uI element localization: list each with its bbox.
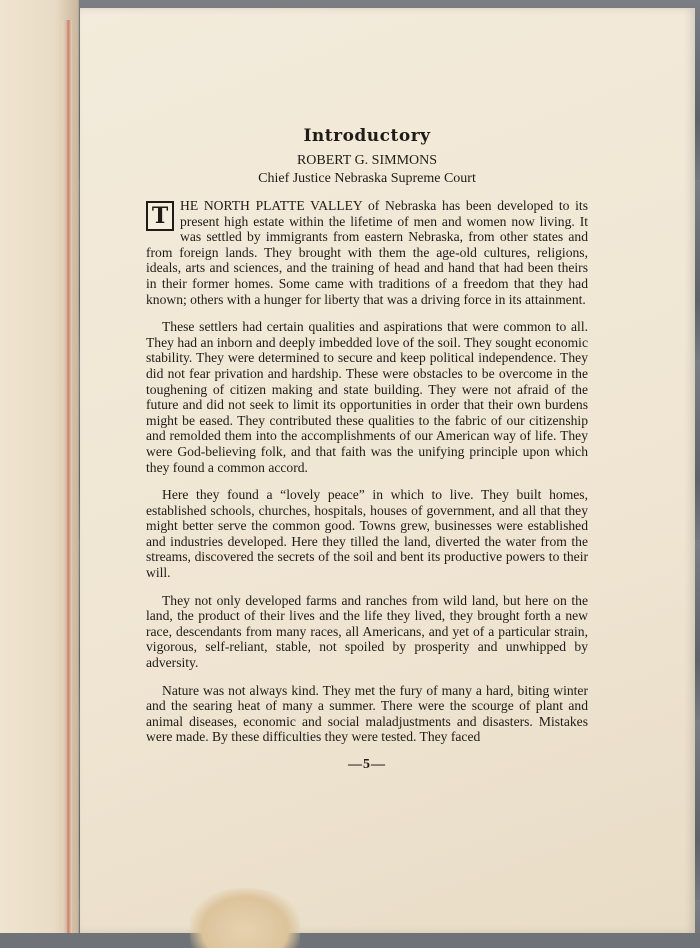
- book-spine-edge: [62, 20, 72, 933]
- paragraph-3: Here they found a “lovely peace” in which to live. They built homes, established schools, churches, hospitals, houses of government, and all that they might better serve the common good. Towns grew, businesses were established and industries developed. Here they tilled the land, diverted the water from the streams, discovered the secrets of the soil and bent its productive powers to their will.: [146, 487, 588, 581]
- paragraph-2: These settlers had certain qualities and aspirations that were common to all. They had an inborn and deeply imbedded love of the soil. They sought economic stability. They were determined to secure and keep political independence. They did not fear privation and hardship. These were obstacles to be overcome in the toughening of citizen making and state building. They were not afraid of the future and did not seek to limit its opportunities in order that their own burdens might be eased. They contributed these qualities to the fabric of our citizenship and remolded them into the accomplishments of our American way of life. They were God-believing folk, and that faith was the unifying principle upon which they found a common accord.: [146, 319, 588, 475]
- page-content: [146, 126, 588, 773]
- page-stain: [190, 888, 300, 948]
- author-position: Chief Justice Nebraska Supreme Court: [258, 171, 476, 186]
- author-name: ROBERT G. SIMMONS: [296, 153, 438, 168]
- paragraph-1: [146, 198, 588, 307]
- paragraph-1-text: HE NORTH PLATTE VALLEY of Nebraska has been developed to its present high estate within the lifetime of men and women now living. It was settled by immigrants from eastern Nebraska, from other states and from foreign lands. They brought with them the age-old cultures, religions, ideals, arts and sciences, and the training of head and hand that had been theirs in their former homes. Some came with traditions of a freedom that they had known; others with a hunger for liberty that was a driving force in its attainment.: [146, 198, 588, 307]
- paragraph-5: Nature was not always kind. They met the fury of many a hard, biting winter and the searing heat of many a summer. There were the scourge of plant and animal diseases, economic and social maladjustments and disasters. Mistakes were made. By these difficulties they were tested. They faced: [146, 682, 588, 745]
- page-title: Introductory: [303, 126, 431, 146]
- paragraph-4: They not only developed farms and ranches from wild land, but here on the land, the product of their lives and the life they lived, they brought forth a new race, descendants from many races, all Americans, and yet of a particular strain, vigorous, self-reliant, stable, not spoiled by prosperity and unwhipped by adversity.: [146, 592, 588, 671]
- drop-cap: T: [146, 201, 174, 231]
- page-number: —5—: [348, 757, 386, 772]
